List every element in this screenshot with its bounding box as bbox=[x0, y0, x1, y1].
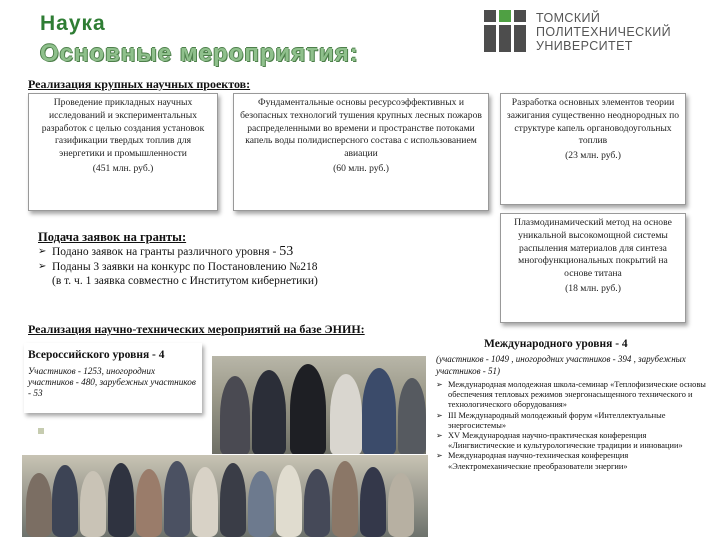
arrow-bullet-icon: ➢ bbox=[436, 451, 443, 461]
international-events-title: Международного уровня - 4 bbox=[484, 338, 628, 350]
project-funding: (60 млн. руб.) bbox=[333, 162, 389, 174]
section-label: Наука bbox=[40, 12, 106, 35]
logo-line: УНИВЕРСИТЕТ bbox=[536, 39, 633, 53]
arrow-bullet-icon: ➢ bbox=[38, 246, 47, 257]
arrow-bullet-icon: ➢ bbox=[436, 410, 443, 420]
project-card bbox=[500, 93, 686, 205]
list-item bbox=[436, 431, 712, 451]
international-events-list bbox=[436, 380, 712, 472]
list-item bbox=[38, 260, 458, 275]
project-card bbox=[233, 93, 489, 211]
group-photo bbox=[22, 455, 428, 537]
page-title: Основные мероприятия: bbox=[40, 40, 359, 67]
event-name: III Международный молодежный форум «Интеллектуальные энергосистемы» bbox=[448, 410, 666, 430]
national-events-title: Всероссийского уровня - 4 bbox=[28, 349, 165, 361]
project-card bbox=[28, 93, 218, 211]
event-name: Международная молодежная школа-семинар «Теплофизические основы обеспечения тепловых режимов энергонасыщенного технического и технологического оборудования» bbox=[448, 380, 706, 410]
project-description: Разработка основных элементов теории зажигания существенно неоднородных по структуре капель органоводоугольных топлив bbox=[506, 97, 680, 147]
enin-heading: Реализация научно-технических мероприятий на базе ЭНИН: bbox=[28, 322, 365, 336]
projects-heading: Реализация крупных научных проектов: bbox=[28, 77, 251, 91]
event-name: XV Международная научно-практическая конференция «Лингвистические и культурологические традиции и инновации» bbox=[448, 431, 683, 451]
project-card bbox=[500, 213, 686, 323]
grants-218-note: (в т. ч. 1 заявка совместно с Институтом кибернетики) bbox=[52, 275, 318, 287]
international-events-stats: (участников - 1049 , иногородних участников - 394 , зарубежных участников - 51) bbox=[436, 354, 686, 376]
project-funding: (23 млн. руб.) bbox=[565, 150, 621, 162]
grants-applied-text: Подано заявок на гранты различного уровня - bbox=[52, 246, 277, 258]
list-item bbox=[436, 411, 712, 431]
national-events-card bbox=[24, 343, 202, 413]
national-events-stats: Участников - 1253, иногородних участников - 480, зарубежных участников - 53 bbox=[28, 366, 196, 398]
grants-218-text: Поданы 3 заявки на конкурс по Постановлению №218 bbox=[52, 260, 318, 273]
university-logo bbox=[484, 10, 714, 58]
conference-audience-photo bbox=[212, 356, 426, 454]
event-name: Международная научно-техническая конференция «Электромеханические преобразователи энергии» bbox=[448, 451, 629, 471]
grants-list bbox=[38, 245, 458, 289]
grants-applied-count: 53 bbox=[279, 244, 294, 259]
list-item bbox=[436, 451, 712, 471]
grants-heading: Подача заявок на гранты: bbox=[38, 230, 187, 244]
project-description: Проведение прикладных научных исследований и экспериментальных разработок с целью создания установок газификации твердых топлив для энергетики и промышленности bbox=[41, 97, 205, 160]
list-item bbox=[38, 245, 458, 260]
project-funding: (451 млн. руб.) bbox=[92, 162, 154, 174]
arrow-bullet-icon: ➢ bbox=[38, 260, 47, 272]
decorative-square bbox=[38, 428, 44, 434]
logo-text bbox=[536, 11, 671, 53]
logo-line: ТОМСКИЙ bbox=[536, 11, 601, 25]
arrow-bullet-icon: ➢ bbox=[436, 431, 443, 441]
project-description: Плазмодинамический метод на основе уникальной высокомощной системы распыления материалов для синтеза многофункциональных покрытий на основе титана bbox=[514, 217, 672, 280]
project-description: Фундаментальные основы ресурсоэффективных и безопасных технологий тушения крупных лесных пожаров распределенными во времени и пространстве потоками капель воды полидисперсного состава с использованием авиации bbox=[240, 97, 482, 160]
project-funding: (18 млн. руб.) bbox=[565, 282, 621, 294]
arrow-bullet-icon: ➢ bbox=[436, 380, 443, 389]
logo-line: ПОЛИТЕХНИЧЕСКИЙ bbox=[536, 25, 672, 39]
list-item bbox=[436, 380, 712, 411]
tpu-logo-icon bbox=[484, 10, 526, 52]
